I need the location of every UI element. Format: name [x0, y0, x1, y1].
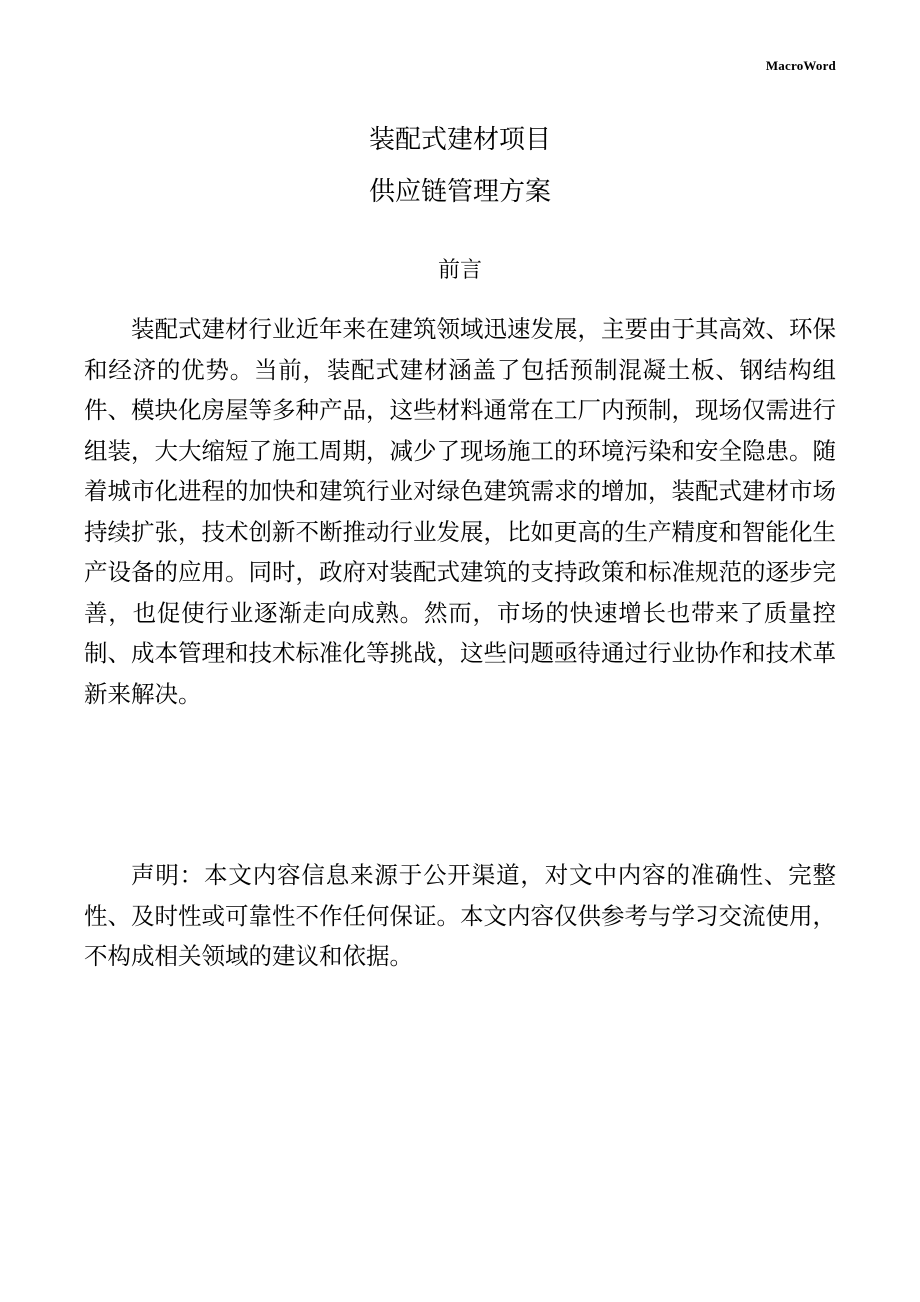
disclaimer-paragraph: 声明：本文内容信息来源于公开渠道，对文中内容的准确性、完整性、及时性或可靠性不作任何保证。本文内容仅供参考与学习交流使用，不构成相关领域的建议和依据。 [84, 861, 836, 970]
title-line-1: 装配式建材项目 [368, 125, 551, 155]
preface-paragraph: 装配式建材行业近年来在建筑领域迅速发展，主要由于其高效、环保和经济的优势。当前，装配式建材涵盖了包括预制混凝土板、钢结构组件、模块化房屋等多种产品，这些材料通常在工厂内预制，现场仅需进行组装，大大缩短了施工周期，减少了现场施工的环境污染和安全隐患。随着城市化进程的加快和建筑行业对绿色建筑需求的增加，装配式建材市场持续扩张，技术创新不断推动行业发展，比如更高的生产精度和智能化生产设备的应用。同时，政府对装配式建筑的支持政策和标准规范的逐步完善，也促使行业逐渐走向成熟。然而，市场的快速增长也带来了质量控制、成本管理和技术标准化等挑战，这些问题亟待通过行业协作和技术革新来解决。 [84, 315, 836, 708]
preface-heading: 前言 [437, 258, 482, 283]
title-line-2: 供应链管理方案 [368, 177, 551, 207]
document-title [0, 118, 920, 222]
header-brand: MacroWord [765, 58, 836, 73]
